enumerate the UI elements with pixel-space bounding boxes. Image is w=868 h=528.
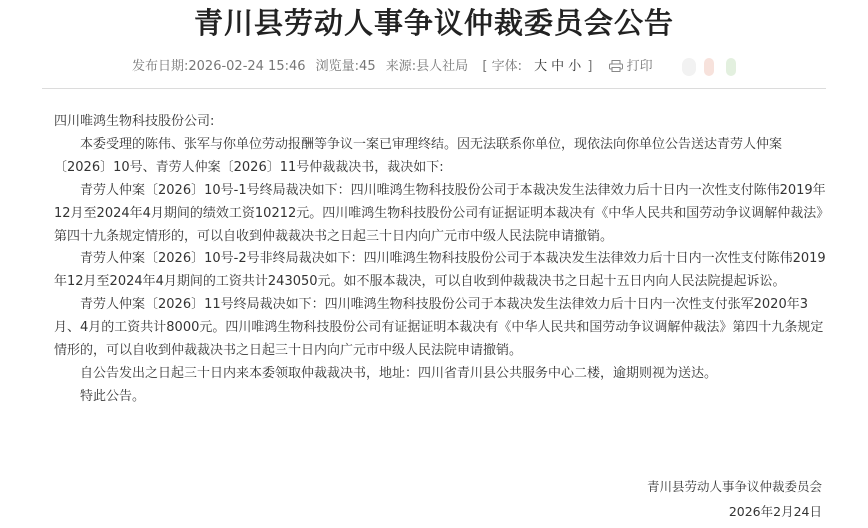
body-paragraph: 特此公告。	[80, 388, 146, 404]
font-size-medium-button[interactable]: 中	[551, 59, 565, 74]
print-button[interactable]	[609, 59, 659, 74]
signature-block	[647, 474, 822, 524]
font-size-large-button[interactable]: 大	[534, 59, 548, 74]
page-title: 青川县劳动人事争议仲裁委员会公告	[193, 6, 674, 40]
body-paragraph: 自公告发出之日起三十日内来本委领取仲裁裁决书，地址：四川省青川县公共服务中心二楼，逾期则视为送达。	[80, 365, 718, 381]
announcement-body	[54, 111, 826, 409]
print-label: 打印	[626, 59, 653, 74]
font-size-small-button[interactable]: 小	[568, 59, 582, 74]
header-divider	[42, 88, 826, 89]
share-icon[interactable]	[726, 58, 736, 76]
body-paragraph: 青劳人仲案〔2026〕10号-2号非终局裁决如下：四川唯鸿生物科技股份公司于本裁决发生法律效力后十日内一次性支付陈伟2019年12月至2024年4月期间的工资共计243050元。如不服本裁决，可以自收到仲裁裁决书之日起十五日内向人民法院提起诉讼。	[54, 251, 826, 290]
source-label: 来源:县人社局	[385, 59, 469, 74]
view-count: 浏览量:45	[315, 59, 376, 74]
publish-date: 发布日期:2026-02-24 15:46	[132, 59, 306, 74]
signature-date: 2026年2月24日	[728, 504, 822, 519]
addressee: 四川唯鸿生物科技股份公司:	[54, 114, 215, 129]
article-meta-bar	[0, 56, 868, 78]
body-paragraph: 本委受理的陈伟、张军与你单位劳动报酬等争议一案已审理终结。因无法联系你单位，现依法向你单位公告送达青劳人仲案〔2026〕10号、青劳人仲案〔2026〕11号仲裁裁决书，裁决如下:	[54, 136, 783, 175]
signature-org: 青川县劳动人事争议仲裁委员会	[646, 479, 822, 494]
font-size-label: [ 字体:	[482, 59, 523, 74]
font-size-control	[478, 59, 602, 74]
body-paragraph: 青劳人仲案〔2026〕11号终局裁决如下：四川唯鸿生物科技股份公司于本裁决发生法律效力后十日内一次性支付张军2020年3月、4月的工资共计8000元。四川唯鸿生物科技股份公司有证据证明本裁决有《中华人民共和国劳动争议调解仲裁法》第四十九条规定情形的，可以自收到仲裁裁决书之日起三十日内向广元市中级人民法院申请撤销。	[54, 297, 824, 359]
body-paragraph: 青劳人仲案〔2026〕10号-1号终局裁决如下：四川唯鸿生物科技股份公司于本裁决发生法律效力后十日内一次性支付陈伟2019年12月至2024年4月期间的绩效工资10212元。四川唯鸿生物科技股份公司有证据证明本裁决有《中华人民共和国劳动争议调解仲裁法》第四十九条规定情形的，可以自收到仲裁裁决书之日起三十日内向广元市中级人民法院申请撤销。	[54, 182, 826, 244]
font-size-close-bracket: ]	[587, 59, 593, 74]
printer-icon	[609, 60, 623, 72]
share-icon[interactable]	[682, 58, 696, 76]
share-icon[interactable]	[704, 58, 714, 76]
